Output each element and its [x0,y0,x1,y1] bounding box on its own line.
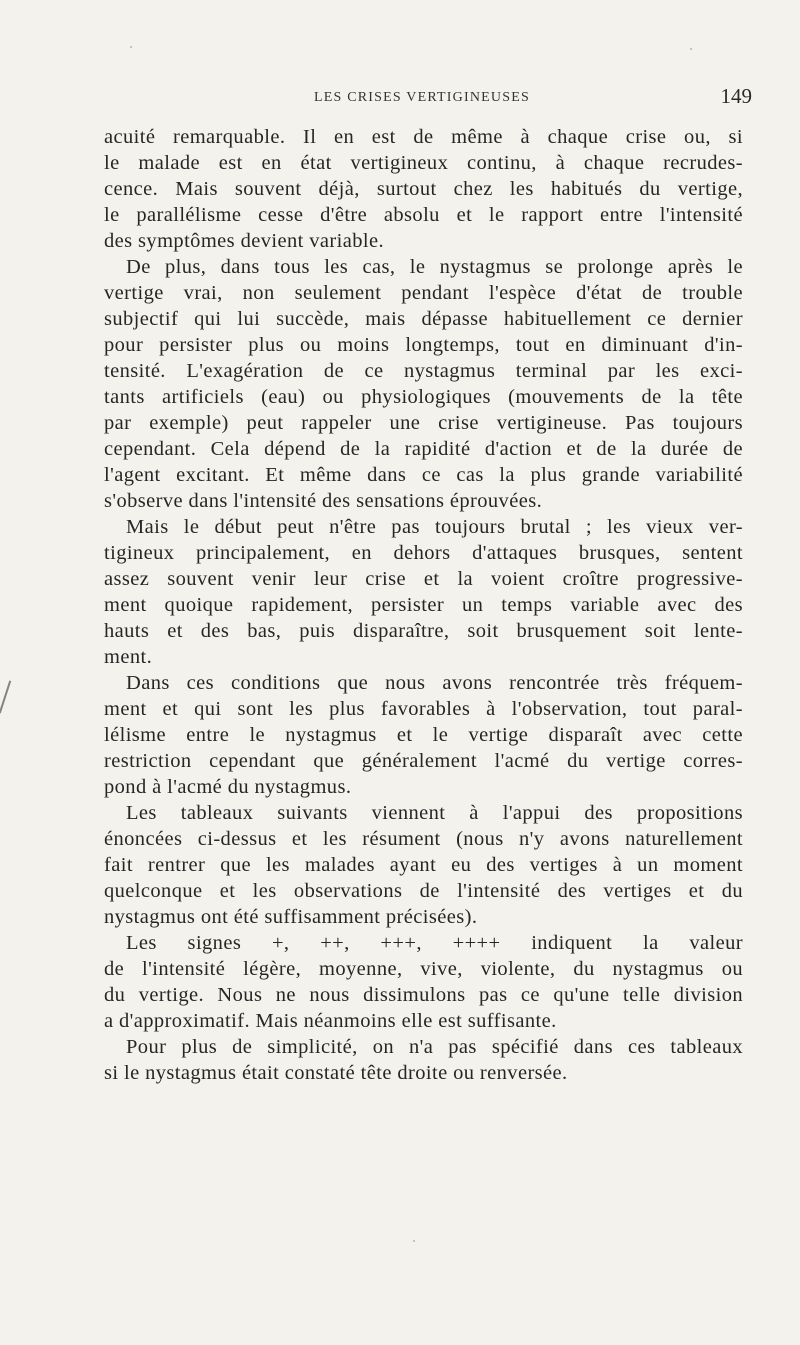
page-number: 149 [720,84,752,108]
text-line: lélisme entre le nystagmus et le vertige disparaît avec cette [104,724,743,746]
text-line: assez souvent venir leur crise et la voient croître progressive- [104,568,743,590]
paragraph [104,930,743,1034]
text-line: Les signes +, ++, +++, ++++ indiquent la valeur [126,932,743,954]
text-line: acuité remarquable. Il en est de même à chaque crise ou, si [104,126,743,148]
running-head [104,84,752,110]
text-line: ment et qui sont les plus favorables à l'observation, tout paral- [104,698,743,720]
text-line: si le nystagmus était constaté tête droite ou renversée. [104,1062,568,1084]
text-line: nystagmus ont été suffisamment précisées). [104,906,478,928]
text-line: Mais le début peut n'être pas toujours brutal ; les vieux ver- [126,516,743,538]
text-line: tants artificiels (eau) ou physiologiques (mouvements de la tête [104,386,743,408]
text-line: fait rentrer que les malades ayant eu des vertiges à un moment [104,854,743,876]
text-line: ment. [104,646,153,668]
paragraph [104,800,743,930]
text-line: des symptômes devient variable. [104,230,384,252]
text-line: quelconque et les observations de l'intensité des vertiges et du [104,880,743,902]
text-line: de l'intensité légère, moyenne, vive, violente, du nystagmus ou [104,958,743,980]
paragraph [104,670,743,800]
text-line: pour persister plus ou moins longtemps, tout en diminuant d'in- [104,334,743,356]
text-line: De plus, dans tous les cas, le nystagmus se prolonge après le [126,256,743,278]
body-text [104,124,743,1086]
paper-speck [130,46,132,48]
text-line: hauts et des bas, puis disparaître, soit brusquement soit lente- [104,620,743,642]
text-line: cependant. Cela dépend de la rapidité d'action et de la durée de [104,438,743,460]
text-line: l'agent excitant. Et même dans ce cas la plus grande variabilité [104,464,743,486]
text-line: s'observe dans l'intensité des sensations éprouvées. [104,490,543,512]
text-line: Pour plus de simplicité, on n'a pas spécifié dans ces tableaux [126,1036,743,1058]
text-line: énoncées ci-dessus et les résument (nous n'y avons naturellement [104,828,743,850]
text-line: tigineux principalement, en dehors d'attaques brusques, sentent [104,542,743,564]
running-title: LES CRISES VERTIGINEUSES [314,90,530,105]
text-line: vertige vrai, non seulement pendant l'espèce d'état de trouble [104,282,743,304]
margin-pencil-mark [0,681,11,714]
text-line: pond à l'acmé du nystagmus. [104,776,352,798]
text-line: subjectif qui lui succède, mais dépasse habituellement ce dernier [104,308,743,330]
paragraph [104,514,743,670]
text-line: cence. Mais souvent déjà, surtout chez les habitués du vertige, [104,178,743,200]
text-line: le malade est en état vertigineux continu, à chaque recrudes- [104,152,743,174]
text-line: le parallélisme cesse d'être absolu et le rapport entre l'intensité [104,204,743,226]
text-line: du vertige. Nous ne nous dissimulons pas ce qu'une telle division [104,984,743,1006]
paragraph [104,124,743,254]
paragraph [104,1034,743,1086]
text-line: a d'approximatif. Mais néanmoins elle est suffisante. [104,1010,557,1032]
text-line: par exemple) peut rappeler une crise vertigineuse. Pas toujours [104,412,743,434]
text-line: Dans ces conditions que nous avons rencontrée très fréquem- [126,672,743,694]
text-line: Les tableaux suivants viennent à l'appui des propositions [126,802,743,824]
paper-speck [413,1240,415,1242]
text-line: tensité. L'exagération de ce nystagmus terminal par les exci- [104,360,743,382]
text-line: ment quoique rapidement, persister un temps variable avec des [104,594,743,616]
paper-speck [690,48,692,50]
paragraph [104,254,743,514]
text-line: restriction cependant que généralement l'acmé du vertige corres- [104,750,743,772]
